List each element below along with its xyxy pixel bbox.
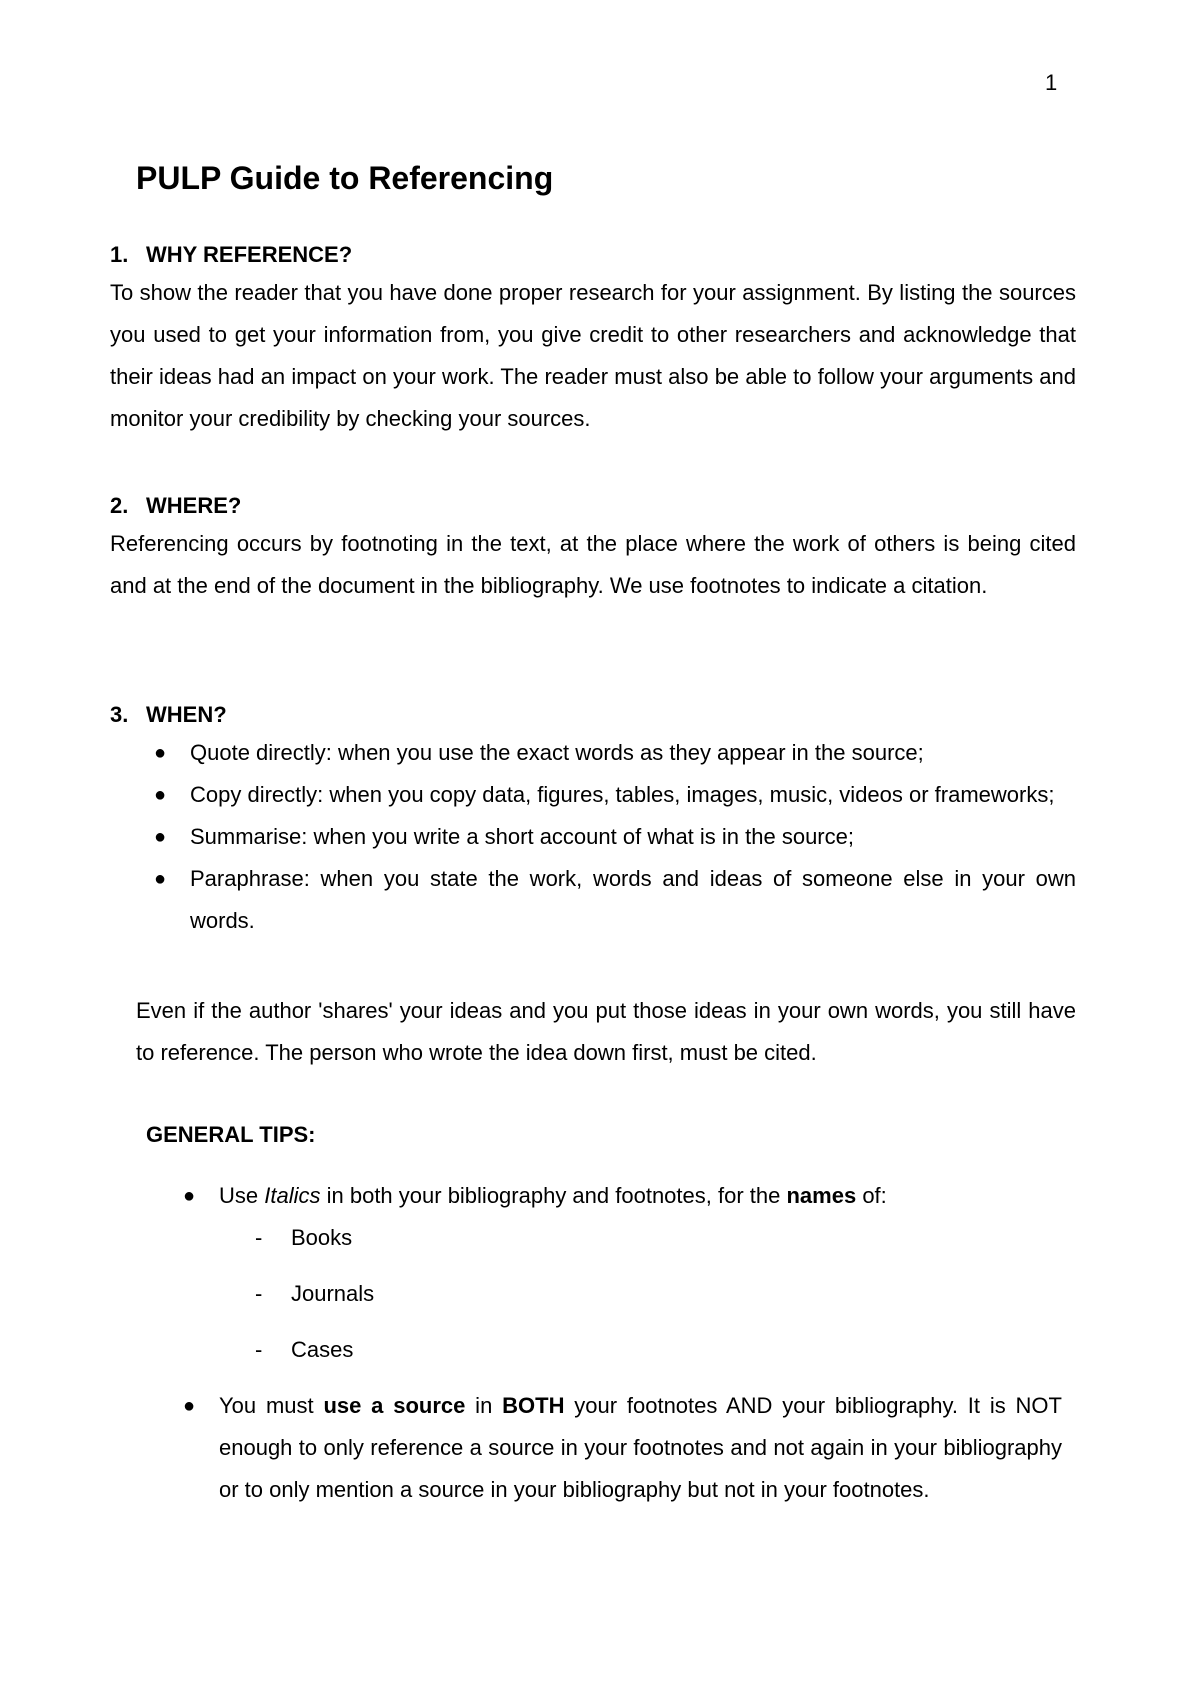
section-number: 2.	[110, 493, 129, 518]
list-item	[154, 774, 1076, 816]
list-item-text: Summarise: when you write a short account of what is in the source;	[190, 824, 854, 849]
when-bullet-list	[154, 732, 1076, 942]
tip-text: in	[465, 1393, 503, 1418]
section-body-where: Referencing occurs by footnoting in the text, at the place where the work of others is being cited and at the end of the document in the bibliography. We use footnotes to indicate a citation.	[110, 531, 1076, 598]
dash-marker: -	[255, 1281, 263, 1306]
section-body-why: To show the reader that you have done proper research for your assignment. By listing the sources you used to get your information from, you give credit to other researchers and acknowledge that their ideas had an impact on your work. The reader must also be able to follow your arguments and monitor your credibility by checking your sources.	[110, 280, 1076, 431]
bullet-icon: ●	[183, 1395, 196, 1417]
section-heading-text: WHEN?	[146, 702, 227, 727]
tip-text: in both your bibliography and footnotes, for the	[320, 1183, 787, 1208]
section-heading-text: WHY REFERENCE?	[146, 242, 353, 267]
section-heading-why	[110, 240, 352, 270]
section-note-when: Even if the author 'shares' your ideas and you put those ideas in your own words, you still have to reference. The person who wrote the idea down first, must be cited.	[136, 998, 1076, 1065]
sub-list-item-text: Books	[291, 1225, 353, 1250]
list-item	[154, 858, 1076, 942]
sub-list-item-text: Cases	[291, 1337, 354, 1362]
list-item-text: Quote directly: when you use the exact words as they appear in the source;	[190, 740, 924, 765]
section-heading-when	[110, 700, 227, 730]
bullet-icon: ●	[154, 784, 167, 806]
dash-marker: -	[255, 1225, 263, 1250]
bullet-icon: ●	[183, 1185, 196, 1207]
tip-bold-text: BOTH	[502, 1393, 565, 1418]
sub-list-item-text: Journals	[291, 1281, 375, 1306]
sub-list-item	[255, 1329, 374, 1385]
document-title: PULP Guide to Referencing	[136, 160, 554, 196]
list-item-text: Copy directly: when you copy data, figures, tables, images, music, videos or frameworks;	[190, 782, 1055, 807]
bullet-icon: ●	[154, 742, 167, 764]
sub-list-item	[255, 1217, 374, 1273]
section-heading-where	[110, 491, 241, 521]
sub-list-item	[255, 1273, 374, 1329]
tip-text: your footnotes AND your bibliography. It is NOT enough to only reference a source in your footnotes and not again in your bibliography or to only mention a source in your bibliography but not in your footnotes.	[219, 1393, 1062, 1502]
tip-text: You must	[219, 1393, 324, 1418]
general-tip-italics	[219, 1175, 1079, 1217]
tip-bold-text: names	[786, 1183, 857, 1208]
section-number: 3.	[110, 702, 129, 727]
tip-text: Use	[219, 1183, 265, 1208]
general-tip-source	[219, 1385, 1062, 1511]
section-heading-text: WHERE?	[146, 493, 242, 518]
dash-marker: -	[255, 1337, 263, 1362]
italics-sub-list	[255, 1217, 374, 1385]
list-item	[154, 816, 1076, 858]
list-item-text: Paraphrase: when you state the work, words and ideas of someone else in your own words.	[190, 866, 1076, 933]
tip-text: of:	[856, 1183, 887, 1208]
list-item	[154, 732, 1076, 774]
bullet-icon: ●	[154, 826, 167, 848]
section-number: 1.	[110, 242, 129, 267]
tip-bold-text: use a source	[323, 1393, 466, 1418]
general-tips-heading: GENERAL TIPS:	[146, 1122, 316, 1147]
tip-italic-text: Italics	[264, 1183, 321, 1208]
bullet-icon: ●	[154, 868, 167, 890]
page-number: 1	[1045, 70, 1058, 95]
